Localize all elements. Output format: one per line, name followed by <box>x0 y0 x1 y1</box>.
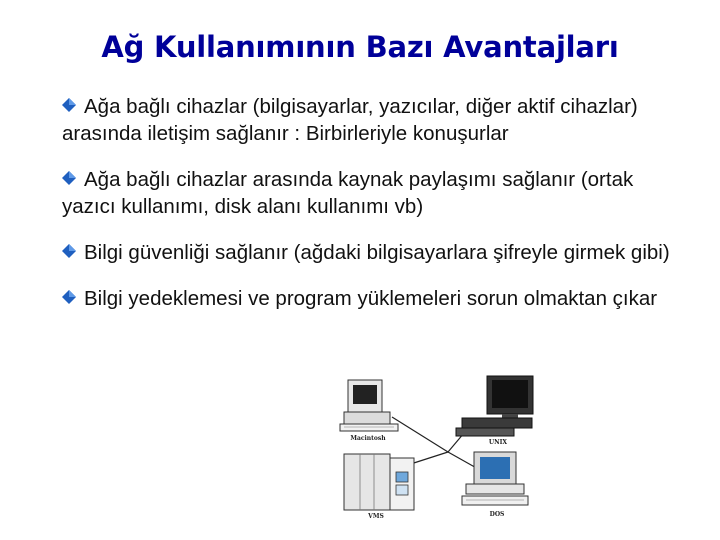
blue-diamond-icon <box>62 290 76 304</box>
bullet-item <box>62 93 682 147</box>
unix-workstation-icon <box>456 376 533 436</box>
network-diagram <box>330 372 550 522</box>
blue-diamond-icon <box>62 244 76 258</box>
slide-title: Ağ Kullanımının Bazı Avantajları <box>101 30 619 64</box>
macintosh-computer-icon <box>340 380 398 431</box>
bullet-text: Bilgi yedeklemesi ve program yüklemeleri sorun olmaktan çıkar <box>84 287 658 310</box>
blue-diamond-icon <box>62 171 76 185</box>
bullet-text: Ağa bağlı cihazlar arasında kaynak paylaşımı sağlanır (ortak yazıcı kullanımı, disk alanı kullanımı vb) <box>62 168 634 218</box>
vms-cabinet-icon <box>344 454 414 510</box>
bullet-text: Ağa bağlı cihazlar (bilgisayarlar, yazıcılar, diğer aktif cihazlar) arasında iletişim sağlanır : Birbirleriyle konuşurlar <box>62 95 638 145</box>
macintosh-label: Macintosh <box>350 435 386 442</box>
blue-diamond-icon <box>62 98 76 112</box>
bullet-item <box>62 239 682 266</box>
dos-pc-icon <box>462 452 528 505</box>
unix-label: UNIX <box>488 439 508 446</box>
vms-label: VMS <box>368 513 384 520</box>
bullet-item <box>62 166 682 220</box>
network-diagram-svg <box>330 372 550 522</box>
bullet-item <box>62 285 682 312</box>
dos-label: DOS <box>489 511 505 518</box>
bullet-text: Bilgi güvenliği sağlanır (ağdaki bilgisayarlara şifreyle girmek gibi) <box>84 241 670 264</box>
bullet-list <box>62 93 682 331</box>
